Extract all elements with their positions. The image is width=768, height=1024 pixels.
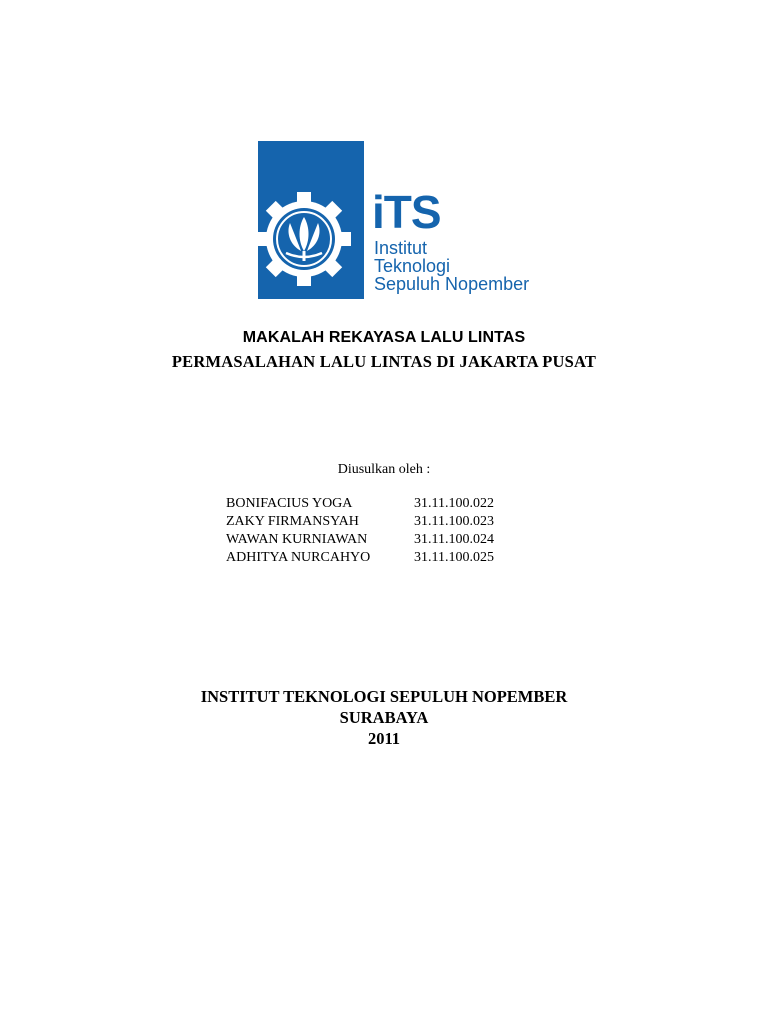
its-logo: [258, 141, 538, 299]
document-subtitle: PERMASALAHAN LALU LINTAS DI JAKARTA PUSAT: [171, 352, 597, 371]
member-id: 31.11.100.025: [414, 550, 494, 565]
member-name: ZAKY FIRMANSYAH: [226, 514, 359, 529]
member-row: [226, 550, 494, 568]
member-name: BONIFACIUS YOGA: [226, 496, 353, 511]
document-year: 2011: [367, 729, 401, 748]
institution-name: INSTITUT TEKNOLOGI SEPULUH NOPEMBER: [200, 687, 568, 706]
member-id: 31.11.100.022: [414, 496, 494, 511]
gear-lotus-emblem-icon: [258, 192, 351, 286]
member-name: WAWAN KURNIAWAN: [226, 532, 368, 547]
logo-line-1: Institut: [374, 238, 428, 258]
member-list: [226, 496, 494, 568]
proposed-by-label: Diusulkan oleh :: [337, 462, 431, 477]
institution-city: SURABAYA: [339, 708, 429, 727]
institution-footer: [0, 686, 768, 749]
logo-acronym: iTS: [372, 186, 441, 238]
logo-line-3: Sepuluh Nopember: [374, 274, 530, 294]
member-row: [226, 496, 494, 514]
member-row: [226, 514, 494, 532]
member-name: ADHITYA NURCAHYO: [226, 550, 371, 565]
logo-line-2: Teknologi: [374, 256, 451, 276]
document-title: MAKALAH REKAYASA LALU LINTAS: [242, 329, 526, 346]
member-id: 31.11.100.023: [414, 514, 494, 529]
member-row: [226, 532, 494, 550]
member-id: 31.11.100.024: [414, 532, 494, 547]
